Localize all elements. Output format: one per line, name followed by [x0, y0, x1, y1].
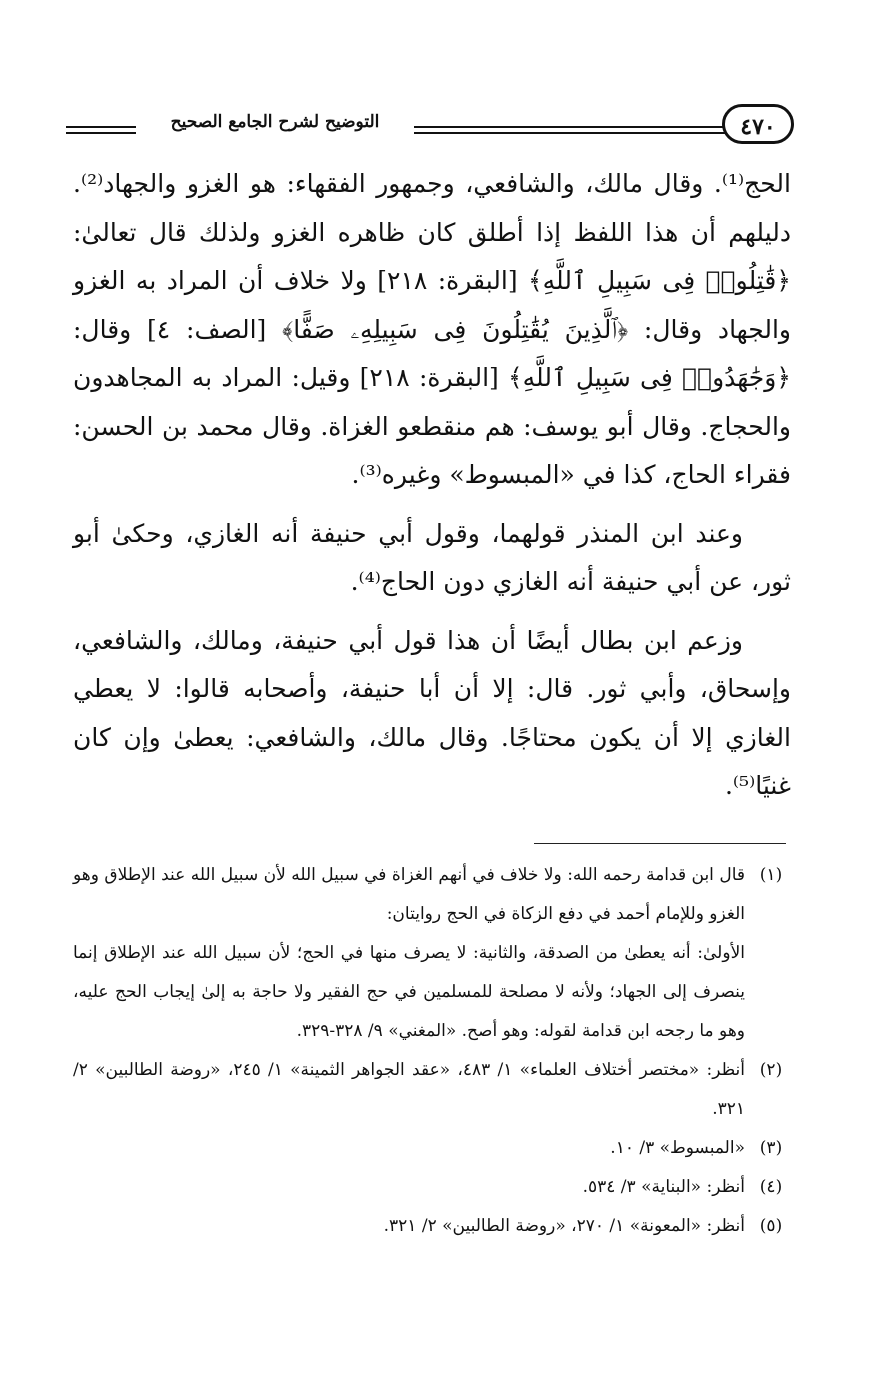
footnote-number: (١): [759, 865, 783, 885]
footnote-continuation: [73, 934, 791, 1051]
paragraph: وزعم ابن بطال أيضًا أن هذا قول أبي حنيفة، ومالك، والشافعي، وإسحاق، وأبي ثور. قال: إلا أن أبا حنيفة، وأصحابه قالوا: لا يعطي الغازي إلا أن يكون محتاجًا. وقال مالك، والشافعي: يعطىٰ وإن كان غنيًا⁽⁵⁾.: [73, 625, 791, 800]
running-title: التوضيح لشرح الجامع الصحيح: [170, 112, 380, 132]
page-number: ٤٧٠: [722, 104, 794, 144]
footnote: [73, 856, 791, 934]
header-rule-end: [66, 126, 136, 134]
footnote: [73, 1207, 791, 1246]
paragraph: الحج⁽¹⁾. وقال مالك، والشافعي، وجمهور الفقهاء: هو الغزو والجهاد⁽²⁾. دليلهم أن هذا اللفظ إذا أطلق كان ظاهره الغزو ولذلك قال تعالىٰ: ﴿قَٰتِلُوا۟ فِى سَبِيلِ ٱللَّهِ﴾ [البقرة: ٢١٨] ولا خلاف أن المراد به الغزو والجهاد وقال: ﴿ٱلَّذِينَ يُقَٰتِلُونَ فِى سَبِيلِهِۦ صَفًّا﴾ [الصف: ٤] وقال: ﴿وَجَٰهَدُوا۟ فِى سَبِيلِ ٱللَّهِ﴾ [البقرة: ٢١٨] وقيل: المراد به المجاهدون والحجاج. وقال أبو يوسف: هم منقطعو الغزاة. وقال محمد بن الحسن: فقراء الحاج، كذا في «المبسوط» وغيره⁽³⁾.: [73, 169, 791, 489]
footnote-text: أنظر: «البناية» ٣/ ٥٣٤.: [582, 1177, 745, 1197]
footnote-text: قال ابن قدامة رحمه الله: ولا خلاف في أنهم الغزاة في سبيل الله لأن سبيل الله عند الإطلاق وهو الغزو وللإمام أحمد في دفع الزكاة في الحج روايتان:: [73, 865, 745, 924]
footnote-number: (٤): [759, 1177, 783, 1197]
paragraph: وعند ابن المنذر قولهما، وقول أبي حنيفة أنه الغازي، وحكىٰ أبو ثور، عن أبي حنيفة أنه الغازي دون الحاج⁽⁴⁾.: [73, 518, 791, 596]
footnote-number: (٢): [759, 1060, 783, 1080]
footnote-text: الأولىٰ: أنه يعطىٰ من الصدقة، والثانية: لا يصرف منها في الحج؛ لأن سبيل الله عند الإطلاق إنما ينصرف إلى الجهاد؛ ولأنه لا مصلحة للمسلمين في حج الفقير ولا حاجة به إلىٰ إيجاب الحج عليه، وهو ما رجحه ابن قدامة لقوله: وهو أصح. «المغني» ٩/ ٣٢٨-٣٢٩.: [73, 943, 745, 1041]
header-rule: [414, 126, 730, 134]
footnote-text: أنظر: «المعونة» ١/ ٢٧٠، «روضة الطالبين» ٢/ ٣٢١.: [383, 1216, 745, 1236]
footnote-separator: [534, 843, 786, 844]
page-header: [66, 98, 796, 154]
footnotes: [73, 856, 791, 1246]
footnote: [73, 1129, 791, 1168]
footnote-text: «المبسوط» ٣/ ١٠.: [610, 1138, 745, 1158]
footnote-number: (٥): [759, 1216, 783, 1236]
footnote: [73, 1168, 791, 1207]
footnote-number: (٣): [759, 1138, 783, 1158]
main-text: [73, 160, 791, 821]
footnote-text: أنظر: «مختصر أختلاف العلماء» ١/ ٤٨٣، «عقد الجواهر الثمينة» ١/ ٢٤٥، «روضة الطالبين» ٢/ ٣٢١.: [73, 1060, 745, 1119]
footnote: [73, 1051, 791, 1129]
